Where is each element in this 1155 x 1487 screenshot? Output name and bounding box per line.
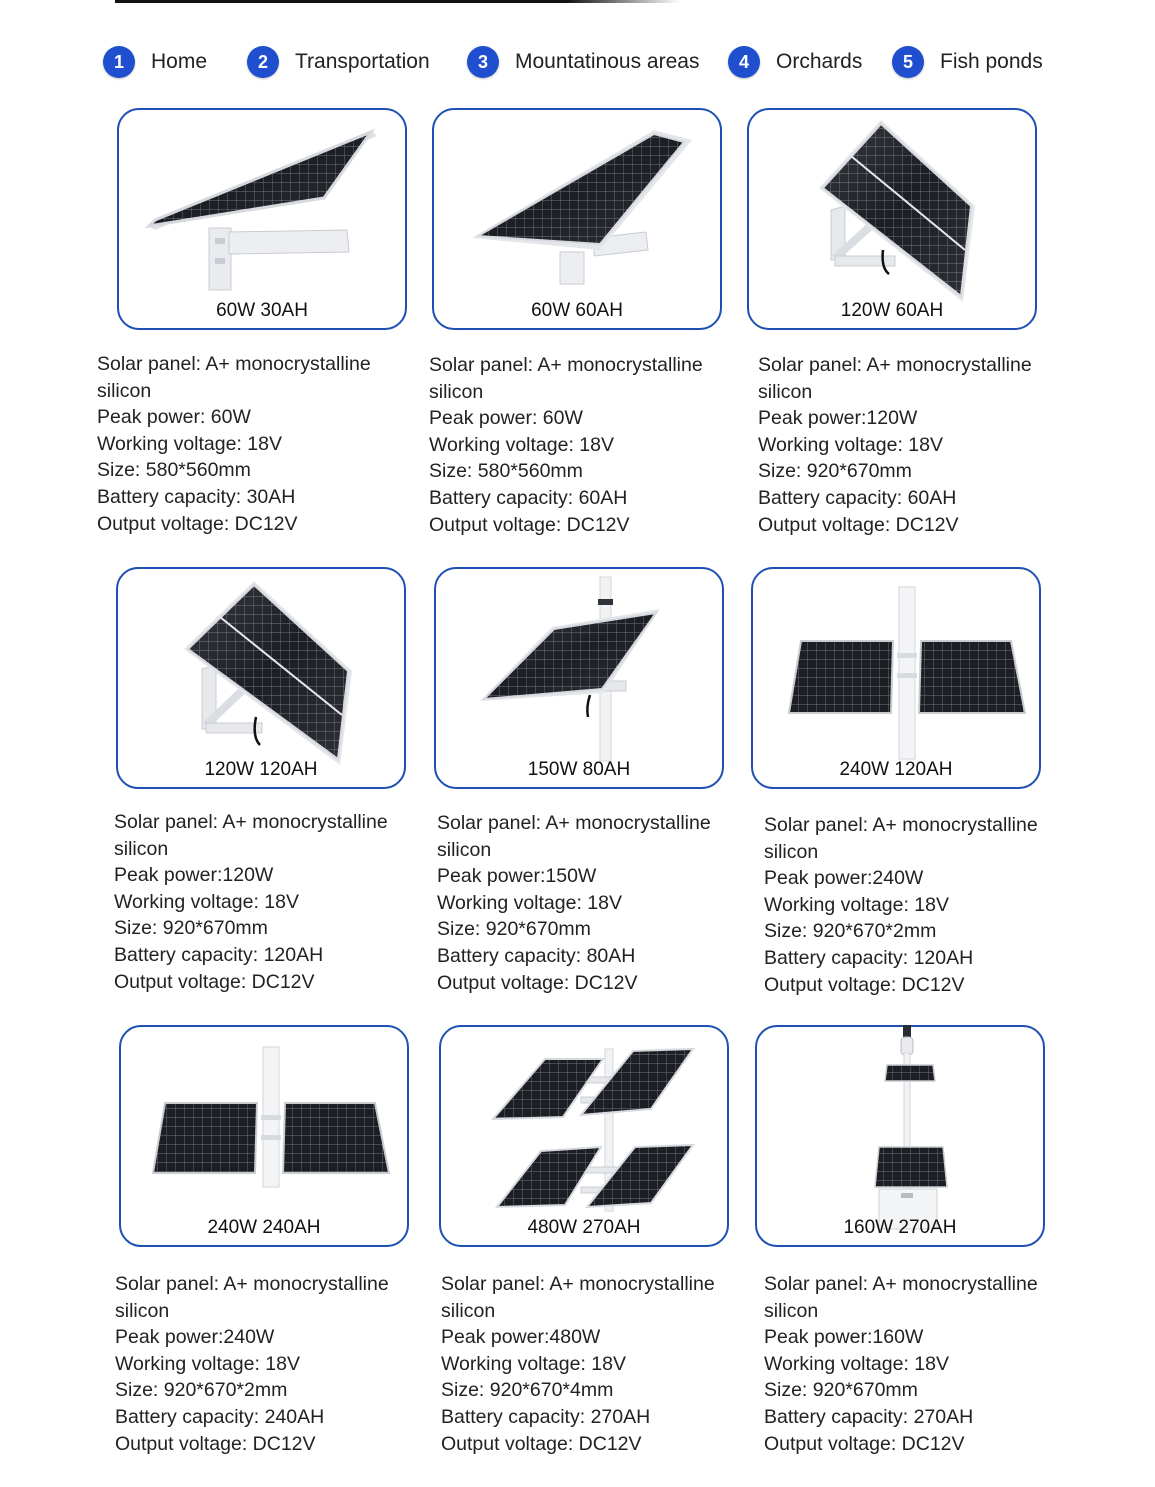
spec-output-voltage: Output voltage: DC12V [429,513,630,536]
spec-output-voltage: Output voltage: DC12V [758,513,959,536]
spec-output-voltage: Output voltage: DC12V [114,970,315,993]
spec-working-voltage: Working voltage: 18V [437,891,622,914]
top-divider-line [115,0,680,3]
spec-battery-capacity: Battery capacity: 270AH [764,1405,974,1428]
spec-solar-panel-cont: silicon [764,1299,819,1322]
spec-output-voltage: Output voltage: DC12V [764,973,965,996]
spec-block-480w-270ah [441,1271,761,1457]
spec-size: Size: 920*670mm [758,460,912,483]
nav-number-badge: 2 [247,46,279,78]
spec-size: Size: 920*670*2mm [764,920,937,943]
spec-block-240w-240ah [115,1271,435,1457]
product-card-150w-80ah[interactable] [434,567,724,789]
product-caption: 60W 30AH [216,300,308,321]
spec-output-voltage: Output voltage: DC12V [441,1432,642,1455]
spec-size: Size: 920*670mm [114,917,268,940]
spec-solar-panel: Solar panel: A+ monocrystalline [97,353,371,375]
product-card-160w-270ah[interactable] [755,1025,1045,1247]
spec-battery-capacity: Battery capacity: 80AH [437,944,636,967]
solar-panel-image [749,110,1039,332]
spec-working-voltage: Working voltage: 18V [764,893,949,916]
spec-peak-power: Peak power:120W [114,864,274,887]
spec-output-voltage: Output voltage: DC12V [437,971,638,994]
spec-battery-capacity: Battery capacity: 60AH [429,486,628,509]
spec-battery-capacity: Battery capacity: 120AH [114,943,324,966]
spec-solar-panel: Solar panel: A+ monocrystalline [758,354,1032,376]
spec-battery-capacity: Battery capacity: 60AH [758,486,957,509]
spec-solar-panel-cont: silicon [114,837,169,860]
solar-panel-image [441,1027,731,1249]
spec-solar-panel: Solar panel: A+ monocrystalline [115,1273,389,1295]
nav-item-mountainous-areas[interactable] [467,44,699,80]
spec-peak-power: Peak power:480W [441,1326,601,1349]
product-card-60w-60ah[interactable] [432,108,722,330]
spec-peak-power: Peak power:240W [115,1326,275,1349]
nav-label: Fish ponds [940,50,1043,73]
product-card-240w-120ah[interactable] [751,567,1041,789]
solar-panel-image [436,569,726,791]
spec-size: Size: 920*670mm [764,1379,918,1402]
solar-panel-image [753,569,1043,791]
nav-number-badge: 5 [892,46,924,78]
spec-working-voltage: Working voltage: 18V [764,1352,949,1375]
spec-peak-power: Peak power:150W [437,865,597,888]
spec-peak-power: Peak power:240W [764,867,924,890]
nav-label: Transportation [295,50,430,73]
spec-solar-panel: Solar panel: A+ monocrystalline [441,1273,715,1295]
nav-item-home[interactable] [103,44,207,80]
product-card-240w-240ah[interactable] [119,1025,409,1247]
spec-solar-panel: Solar panel: A+ monocrystalline [764,814,1038,836]
spec-block-120w-120ah [114,809,434,995]
spec-block-150w-80ah [437,810,757,996]
spec-working-voltage: Working voltage: 18V [441,1352,626,1375]
spec-output-voltage: Output voltage: DC12V [115,1432,316,1455]
nav-number-badge: 1 [103,46,135,78]
nav-item-fish-ponds[interactable] [892,44,1043,80]
product-caption: 240W 240AH [207,1217,321,1238]
spec-block-60w-30ah [97,351,417,537]
spec-size: Size: 920*670mm [437,918,591,941]
spec-solar-panel: Solar panel: A+ monocrystalline [764,1273,1038,1295]
spec-battery-capacity: Battery capacity: 240AH [115,1405,325,1428]
product-caption: 120W 120AH [204,759,318,780]
spec-size: Size: 580*560mm [429,460,583,483]
solar-panel-image [757,1027,1047,1249]
spec-battery-capacity: Battery capacity: 30AH [97,485,296,508]
spec-block-240w-120ah [764,812,1084,998]
spec-output-voltage: Output voltage: DC12V [764,1432,965,1455]
spec-size: Size: 920*670*4mm [441,1379,614,1402]
product-caption: 60W 60AH [531,300,623,321]
nav-label: Orchards [776,50,863,73]
spec-working-voltage: Working voltage: 18V [115,1352,300,1375]
spec-solar-panel-cont: silicon [437,838,492,861]
spec-working-voltage: Working voltage: 18V [758,433,943,456]
spec-solar-panel-cont: silicon [97,379,152,402]
spec-working-voltage: Working voltage: 18V [429,433,614,456]
nav-number-badge: 4 [728,46,760,78]
product-card-60w-30ah[interactable] [117,108,407,330]
spec-working-voltage: Working voltage: 18V [114,890,299,913]
product-caption: 120W 60AH [840,300,944,321]
spec-peak-power: Peak power: 60W [97,406,251,429]
solar-panel-image [434,110,724,332]
spec-size: Size: 920*670*2mm [115,1379,288,1402]
spec-size: Size: 580*560mm [97,459,251,482]
spec-block-60w-60ah [429,352,749,538]
spec-peak-power: Peak power:120W [758,407,918,430]
spec-peak-power: Peak power: 60W [429,407,583,430]
spec-solar-panel: Solar panel: A+ monocrystalline [114,811,388,833]
spec-block-160w-270ah [764,1271,1084,1457]
solar-panel-image [119,110,409,332]
spec-solar-panel: Solar panel: A+ monocrystalline [429,354,703,376]
product-caption: 240W 120AH [839,759,953,780]
product-caption: 480W 270AH [527,1217,641,1238]
product-caption: 150W 80AH [527,759,631,780]
nav-number-badge: 3 [467,46,499,78]
solar-panel-image [121,1027,411,1249]
nav-item-transportation[interactable] [247,44,430,80]
spec-solar-panel-cont: silicon [758,380,813,403]
solar-panel-image [118,569,408,791]
spec-solar-panel: Solar panel: A+ monocrystalline [437,812,711,834]
product-caption: 160W 270AH [843,1217,957,1238]
spec-solar-panel-cont: silicon [115,1299,170,1322]
spec-battery-capacity: Battery capacity: 270AH [441,1405,651,1428]
spec-working-voltage: Working voltage: 18V [97,432,282,455]
product-card-120w-120ah[interactable] [116,567,406,789]
spec-battery-capacity: Battery capacity: 120AH [764,946,974,969]
nav-label: Mountatinous areas [515,50,700,73]
spec-solar-panel-cont: silicon [764,840,819,863]
nav-item-orchards[interactable] [728,44,862,80]
spec-output-voltage: Output voltage: DC12V [97,512,298,535]
spec-block-120w-60ah [758,352,1078,538]
spec-solar-panel-cont: silicon [429,380,484,403]
spec-solar-panel-cont: silicon [441,1299,496,1322]
product-card-480w-270ah[interactable] [439,1025,729,1247]
spec-peak-power: Peak power:160W [764,1326,924,1349]
nav-label: Home [151,50,208,73]
product-card-120w-60ah[interactable] [747,108,1037,330]
